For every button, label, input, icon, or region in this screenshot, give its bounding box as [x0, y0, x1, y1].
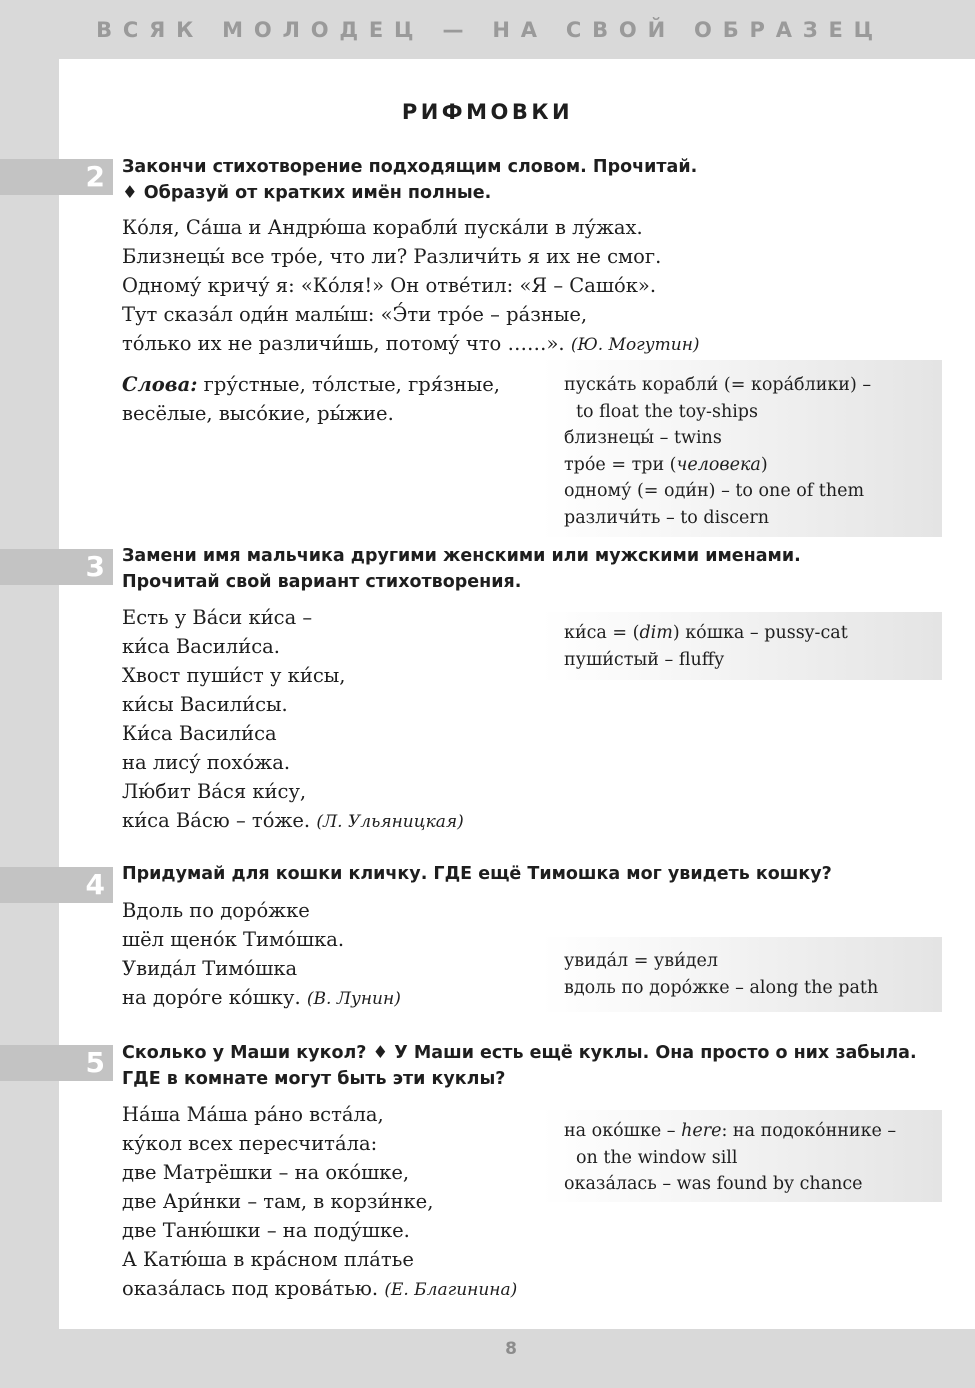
poem-line: две Таню́шки – на поду́шке. — [122, 1219, 410, 1242]
poem-line-text: на доро́ге ко́шку. — [122, 986, 301, 1009]
poem-line: Одному́ кричу́ я: «Ко́ля!» Он отве́тил: «Я – Сашо́к». — [122, 274, 657, 297]
gloss-line: on the window sill — [576, 1147, 738, 1168]
section-title: РИФМОВКИ — [401, 100, 574, 124]
gloss-line: тро́е = три (человека) — [564, 454, 768, 475]
poem-author: (Е. Благинина) — [384, 1280, 518, 1300]
exercise-number-bar — [0, 549, 113, 585]
exercise-number: 5 — [85, 1046, 105, 1079]
poem-line: шёл щено́к Тимо́шка. — [122, 928, 345, 951]
task-line: Прочитай свой вариант стихотворения. — [122, 572, 522, 592]
poem-author: (Л. Ульяницкая) — [316, 812, 464, 832]
vocabulary-gloss — [541, 1110, 942, 1202]
poem-line: Увида́л Тимо́шка — [122, 957, 298, 980]
gloss-line: различи́ть – to discern — [564, 507, 769, 528]
poem-line: ки́сы Васили́сы. — [122, 693, 288, 716]
exercise-task — [122, 861, 942, 887]
poem-line: Ко́ля, Са́ша и Андрю́ша корабли́ пуска́ли в лу́жах. — [122, 216, 643, 239]
poem-author: (Ю. Могутин) — [570, 335, 700, 355]
task-line: Закончи стихотворение подходящим словом. Прочитай. — [122, 157, 698, 177]
task-line: Замени имя мальчика другими женскими или мужскими именами. — [122, 546, 801, 566]
poem-author: (В. Лунин) — [306, 989, 401, 1009]
poem-line: Ки́са Васили́са — [122, 722, 277, 745]
exercise-number-bar — [0, 1045, 113, 1081]
gloss-line: ки́са = (dim) ко́шка – pussy-cat — [564, 623, 848, 643]
poem-line: две Ари́нки – там, в корзи́нке, — [122, 1190, 434, 1213]
poem-line-text: ки́са Ва́сю – то́же. — [122, 809, 311, 832]
gloss-line: пуска́ть корабли́ (= кора́блики) – — [564, 375, 872, 395]
poem-line — [122, 329, 762, 360]
poem-line: ки́са Васили́са. — [122, 635, 280, 658]
poem-line: А Катю́ша в кра́сном пла́тье — [122, 1248, 414, 1271]
poem-line — [122, 806, 762, 837]
poem-line: На́ша Ма́ша ра́но вста́ла, — [122, 1103, 384, 1126]
exercise-number-bar — [0, 867, 113, 903]
task-line: ♦ Образуй от кратких имён полные. — [122, 183, 492, 203]
poem-line — [122, 1274, 762, 1305]
exercise-task — [122, 1040, 942, 1092]
poem-line-text: оказа́лась под крова́тью. — [122, 1277, 379, 1300]
vocabulary-gloss — [541, 937, 942, 1012]
exercise-number: 2 — [85, 160, 105, 193]
exercise-number: 3 — [85, 550, 105, 583]
exercise-task — [122, 154, 942, 206]
gloss-line: вдоль по доро́жке – along the path — [564, 977, 879, 998]
task-line: Сколько у Маши кукол? ♦ У Маши есть ещё куклы. Она просто о них забыла. — [122, 1043, 917, 1063]
word-bank-label: Слова: — [122, 373, 198, 396]
vocabulary-gloss — [541, 612, 942, 680]
poem-line: две Матрёшки – на око́шке, — [122, 1161, 410, 1184]
exercise-number: 4 — [85, 868, 105, 901]
poem-line: на лису́ похо́жа. — [122, 751, 291, 774]
poem-line: Есть у Ва́си ки́са – — [122, 606, 313, 629]
task-line: Придумай для кошки кличку. ГДЕ ещё Тимошка мог увидеть кошку? — [122, 864, 832, 884]
gloss-line: близнецы́ – twins — [564, 428, 722, 448]
poem-line: Близнецы́ все тро́е, что ли? Различи́ть я их не смог. — [122, 245, 662, 268]
gloss-line: увида́л = уви́дел — [564, 951, 718, 971]
exercise-number-bar — [0, 159, 113, 195]
gloss-line: оказа́лась – was found by chance — [564, 1174, 863, 1194]
word-bank-words: гру́стные, то́лстые, гря́зные, весёлые, высо́кие, ры́жие. — [122, 373, 500, 425]
poem-line: Хвост пуши́ст у ки́сы, — [122, 664, 346, 687]
gloss-line: to float the toy-ships — [576, 401, 758, 422]
poem-line: ку́кол всех пересчита́ла: — [122, 1132, 378, 1155]
poem-line: Лю́бит Ва́ся ки́су, — [122, 780, 307, 803]
gloss-line: пуши́стый – fluffy — [564, 649, 725, 670]
gloss-line: одному́ (= оди́н) – to one of them — [564, 481, 865, 501]
poem-line: Вдоль по доро́жке — [122, 899, 310, 922]
poem-line: Тут сказа́л оди́н малы́ш: «Э́ти тро́е – ра́зные, — [122, 303, 588, 326]
vocabulary-gloss — [541, 360, 942, 537]
page-number: 8 — [505, 1339, 517, 1359]
gloss-line: на око́шке – here: на подоко́ннике – — [564, 1121, 897, 1141]
task-line: ГДЕ в комнате могут быть эти куклы? — [122, 1069, 506, 1089]
running-header: ВСЯК МОЛОДЕЦ — НА СВОЙ ОБРАЗЕЦ — [96, 18, 884, 42]
poem-line-text: то́лько их не различи́шь, потому́ что ……». — [122, 332, 565, 355]
exercise-task — [122, 543, 942, 595]
poem — [122, 213, 762, 360]
word-bank — [122, 370, 522, 428]
